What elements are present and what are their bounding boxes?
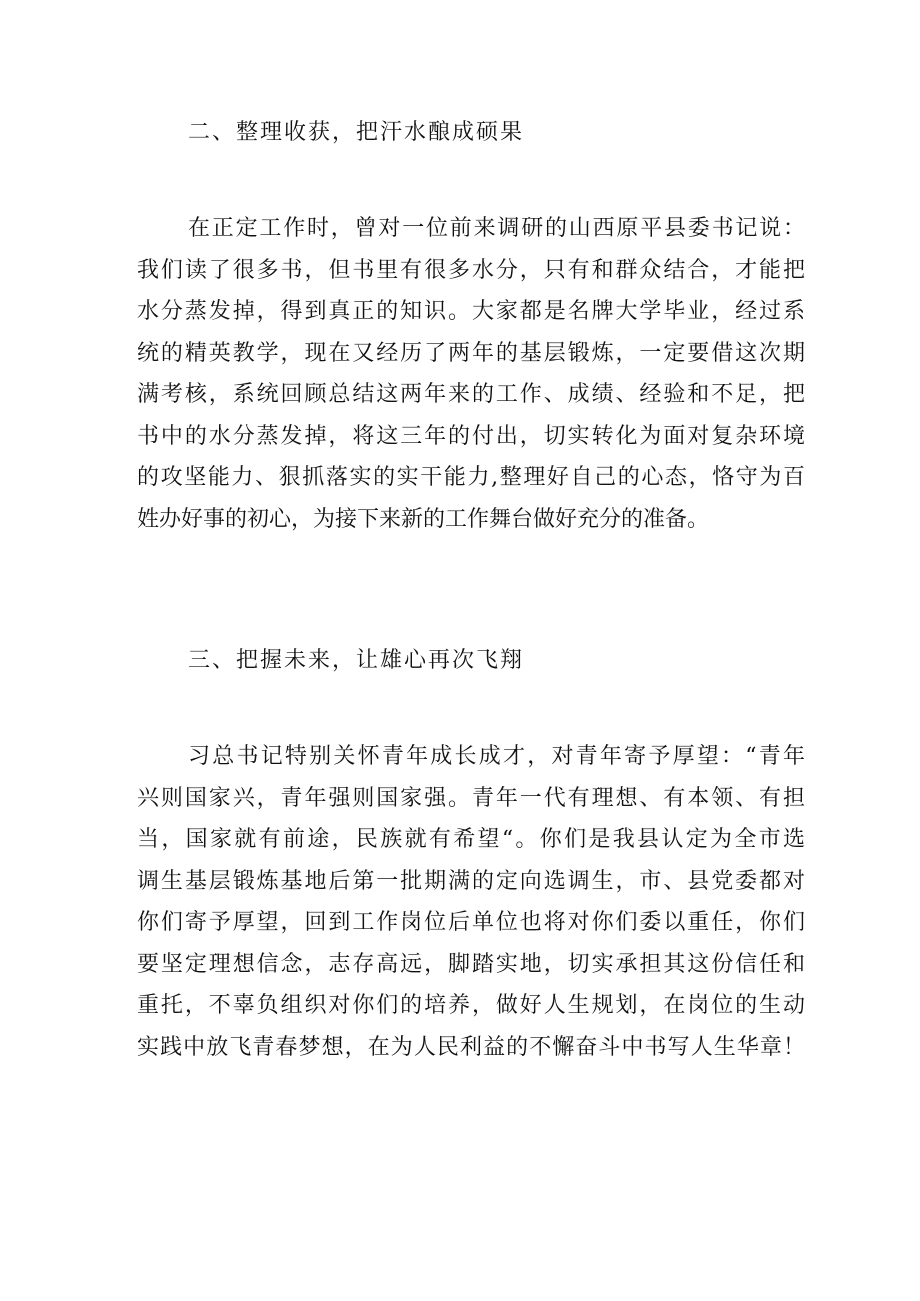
paragraph-line: 满考核，系统回顾总结这两年来的工作、成绩、经验和不足，把 — [137, 382, 805, 407]
section-2-paragraph — [137, 208, 805, 540]
paragraph-line: 姓办好事的初心，为接下来新的工作舞台做好充分的准备。 — [137, 506, 710, 532]
paragraph-line: 兴则国家兴，青年强则国家强。青年一代有理想、有本领、有担 — [137, 785, 805, 811]
paragraph-line: 当，国家就有前途，民族就有希望“。你们是我县认定为全市选 — [137, 827, 805, 852]
section-3-paragraph — [137, 736, 805, 1068]
paragraph-line: 习总书记特别关怀青年成长成才，对青年寄予厚望：“青年 — [188, 744, 805, 769]
paragraph-line: 在正定工作时，曾对一位前来调研的山西原平县委书记说： — [188, 216, 805, 241]
paragraph-line: 我们读了很多书，但书里有很多水分，只有和群众结合，才能把 — [137, 257, 805, 283]
section-heading-3: 三、把握未来，让雄心再次飞翔 — [188, 648, 525, 673]
paragraph-line: 的攻坚能力、狠抓落实的实干能力,整理好自己的心态，恪守为百 — [137, 465, 805, 490]
paragraph-line: 调生基层锻炼基地后第一批期满的定向选调生，市、县党委都对 — [137, 868, 805, 894]
section-heading-2: 二、整理收获，把汗水酿成硕果 — [188, 120, 525, 145]
paragraph-line: 统的精英教学，现在又经历了两年的基层锻炼，一定要借这次期 — [137, 340, 805, 366]
paragraph-line: 你们寄予厚望，回到工作岗位后单位也将对你们委以重任，你们 — [137, 910, 805, 935]
paragraph-line: 要坚定理想信念，志存高远，脚踏实地，切实承担其这份信任和 — [137, 951, 805, 977]
paragraph-line: 水分蒸发掉，得到真正的知识。大家都是名牌大学毕业，经过系 — [137, 299, 805, 324]
paragraph-line: 书中的水分蒸发掉，将这三年的付出，切实转化为面对复杂环境 — [137, 423, 805, 449]
paragraph-line: 实践中放飞青春梦想，在为人民利益的不懈奋斗中书写人生华章！ — [137, 1034, 805, 1060]
paragraph-line: 重托，不辜负组织对你们的培养，做好人生规划，在岗位的生动 — [137, 993, 805, 1018]
